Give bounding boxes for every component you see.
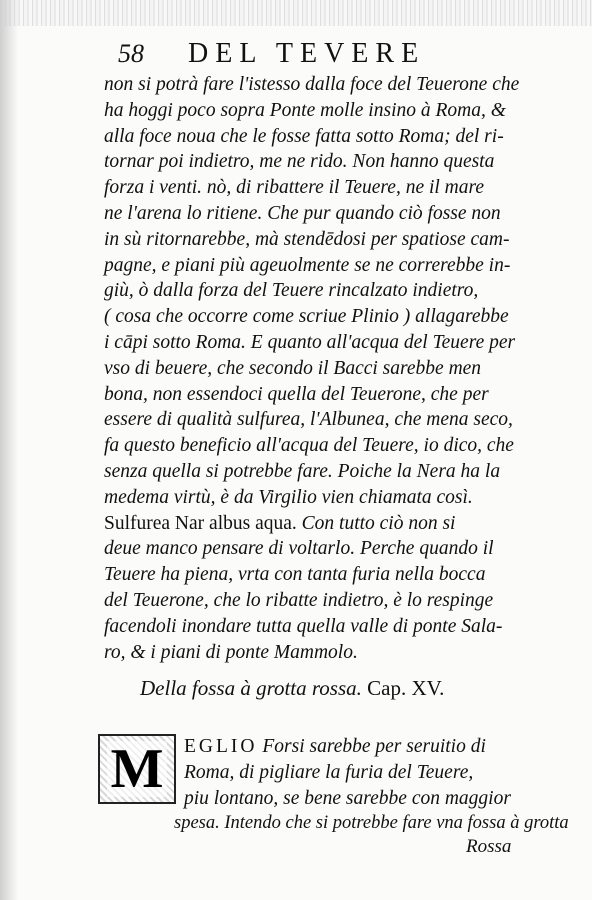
text-line: giù, ò dalla forza del Teuere rincalzato indietro,	[104, 280, 479, 302]
text-line: bona, non essendoci quella del Teuerone, che per	[104, 383, 489, 405]
text-line: ha hoggi poco sopra Ponte molle insino à Roma, &	[104, 99, 506, 121]
text-line: facendoli inondare tutta quella valle di ponte Sala-	[104, 615, 503, 637]
text-line: medema virtù, è da Virgilio vien chiamata così.	[104, 486, 473, 508]
text-line: Roma, di pigliare la furia del Teuere,	[184, 761, 474, 783]
decorated-initial	[98, 734, 176, 804]
chapter-heading	[140, 676, 540, 701]
catchword: Rossa	[466, 836, 512, 857]
text-line: deue manco pensare di voltarlo. Perche quando il	[104, 538, 494, 560]
text-line: del Teuerone, che lo ribatte indietro, è lo respinge	[104, 589, 494, 611]
running-title: DEL TEVERE	[188, 38, 426, 69]
text-line: pagne, e piani più ageuolmente se ne correrebbe in-	[104, 254, 511, 276]
text-line: ro, & i piani di ponte Mammolo.	[104, 641, 358, 663]
text-line: essere di qualità sulfurea, l'Albunea, che mena seco,	[104, 409, 513, 431]
text-line: Teuere ha piena, vrta con tanta furia nella bocca	[104, 564, 486, 586]
initial-letter: M	[107, 741, 168, 797]
text-line: tornar poi indietro, me ne rido. Non hanno questa	[104, 151, 495, 173]
page-number: 58	[118, 39, 144, 68]
text-line: i cāpi sotto Roma. E quanto all'acqua del Teuere per	[104, 331, 516, 353]
text-line: fa questo beneficio all'acqua del Teuere, io dico, che	[104, 435, 514, 457]
text-line: vso di beuere, che secondo il Bacci sarebbe men	[104, 357, 482, 379]
first-word-caps: EGLIO	[184, 736, 258, 757]
text-line: senza quella si potrebbe fare. Poiche la Nera ha la	[104, 460, 501, 482]
text-line: piu lontano, se bene sarebbe con maggior	[184, 787, 511, 809]
quote-line-row	[104, 511, 564, 537]
gutter-shadow	[0, 0, 18, 900]
virgil-quote: Sulfurea Nar albus aqua.	[104, 512, 297, 534]
text-fragment: Forsi sarebbe per seruitio di	[262, 736, 486, 757]
text-line: forza i venti. nò, di ribattere il Teuere, ne il mare	[104, 177, 485, 199]
text-line: alla foce noua che le fosse fatta sotto Roma; del ri-	[104, 125, 504, 147]
text-line: in sù ritornarebbe, mà stendēdosi per spatiose cam-	[104, 228, 510, 250]
page-top-edge	[0, 0, 592, 26]
chapter-text	[174, 734, 569, 837]
text-line: ( cosa che occorre come scriue Plinio ) allagarebbe	[104, 306, 509, 328]
text-line	[184, 734, 564, 760]
text-line: ne l'arena lo ritiene. Che pur quando ciò fosse non	[104, 202, 501, 224]
text-line: non si potrà fare l'istesso dalla foce del Teuerone che	[104, 74, 520, 95]
page-header	[118, 38, 548, 72]
chapter-number: Cap. XV.	[361, 676, 445, 700]
text-line: spesa. Intendo che si potrebbe fare vna fossa à grotta	[174, 813, 569, 834]
text-fragment: Con tutto ciò non si	[296, 512, 456, 534]
body-text	[104, 72, 564, 665]
chapter-title: Della fossa à grotta rossa.	[140, 676, 362, 700]
